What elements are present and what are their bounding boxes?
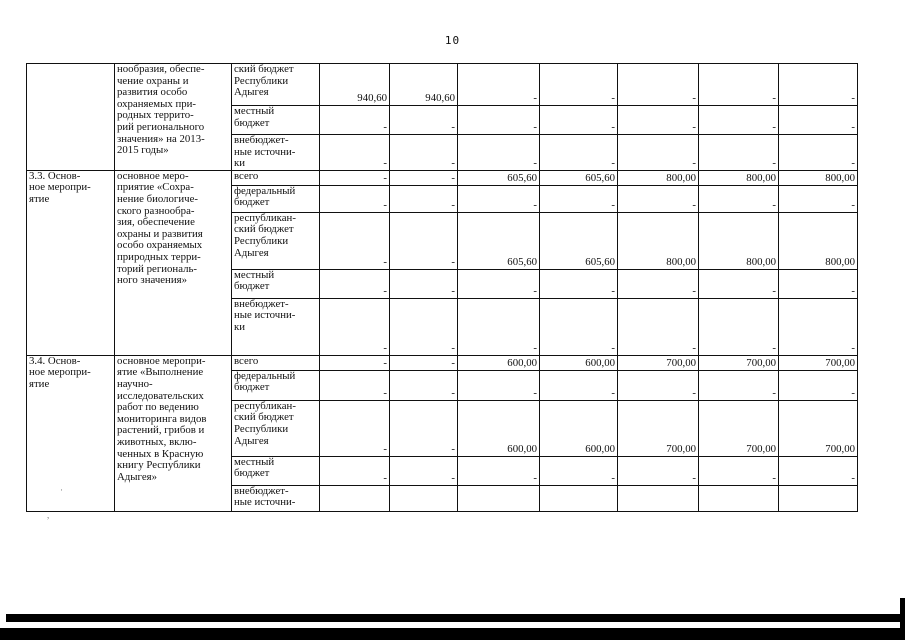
amount-cell: -	[390, 298, 458, 355]
item-number-cell: 3.4. Основ- ное меропри- ятие	[27, 355, 115, 511]
amount-cell: 800,00	[699, 212, 779, 269]
amount-cell: -	[618, 135, 699, 171]
amount-cell: -	[390, 370, 458, 400]
amount-cell: -	[390, 106, 458, 135]
amount-cell: -	[618, 456, 699, 485]
funding-source-cell: федеральный бюджет	[232, 370, 320, 400]
amount-cell: -	[699, 298, 779, 355]
amount-cell: 700,00	[618, 400, 699, 456]
amount-cell: -	[320, 212, 390, 269]
funding-source-cell: местный бюджет	[232, 106, 320, 135]
measure-name-cell: основное меропри- ятие «Выполнение научно- исследовательских работ по ведению мониторинга видов растений, грибов и животных, вклю- ченных в Красную книгу Республики Адыгея»	[115, 355, 232, 511]
amount-cell: 800,00	[699, 170, 779, 185]
scan-edge	[0, 628, 905, 640]
table-row	[27, 355, 858, 370]
amount-cell: -	[779, 298, 858, 355]
amount-cell: -	[320, 269, 390, 298]
amount-cell: 700,00	[618, 355, 699, 370]
amount-cell: 605,60	[540, 212, 618, 269]
funding-source-cell: внебюджет- ные источни- ки	[232, 135, 320, 171]
funding-source-cell: республикан- ский бюджет Республики Адыгея	[232, 400, 320, 456]
amount-cell: 800,00	[779, 212, 858, 269]
amount-cell: 940,60	[390, 64, 458, 106]
amount-cell: 800,00	[779, 170, 858, 185]
amount-cell: -	[320, 298, 390, 355]
measure-name-cell: нообразия, обеспе- чение охраны и развития особо охраняемых при- родных террито- рий регионального значения» на 2013- 2015 годы»	[115, 64, 232, 171]
amount-cell: -	[540, 185, 618, 212]
amount-cell	[540, 485, 618, 511]
amount-cell: -	[390, 185, 458, 212]
amount-cell: -	[540, 456, 618, 485]
amount-cell: 800,00	[618, 170, 699, 185]
table-row	[27, 170, 858, 185]
funding-source-cell: всего	[232, 170, 320, 185]
item-number-cell	[27, 64, 115, 171]
amount-cell: -	[320, 106, 390, 135]
amount-cell: -	[699, 135, 779, 171]
amount-cell: 800,00	[618, 212, 699, 269]
amount-cell: 700,00	[699, 400, 779, 456]
item-number-cell: 3.3. Основ- ное меропри- ятие	[27, 170, 115, 355]
amount-cell: -	[618, 106, 699, 135]
amount-cell: -	[458, 456, 540, 485]
amount-cell: 600,00	[458, 355, 540, 370]
funding-source-cell: внебюджет- ные источни- ки	[232, 298, 320, 355]
amount-cell: 605,60	[458, 170, 540, 185]
amount-cell: -	[540, 298, 618, 355]
amount-cell: -	[540, 370, 618, 400]
amount-cell: -	[390, 269, 458, 298]
funding-source-cell: местный бюджет	[232, 456, 320, 485]
amount-cell	[458, 485, 540, 511]
measure-name-cell: основное меро- приятие «Сохра- нение биологиче- ского разнообра- зия, обеспечение охраны и развития особо охраняемых природных терри- торий региональ- ного значения»	[115, 170, 232, 355]
budget-table	[26, 63, 858, 512]
amount-cell: -	[618, 64, 699, 106]
funding-source-cell: внебюджет- ные источни-	[232, 485, 320, 511]
amount-cell: -	[779, 64, 858, 106]
amount-cell: -	[618, 185, 699, 212]
amount-cell: -	[699, 269, 779, 298]
amount-cell: -	[540, 106, 618, 135]
amount-cell	[699, 485, 779, 511]
table-row	[27, 64, 858, 106]
amount-cell: -	[699, 456, 779, 485]
funding-source-cell: ский бюджет Республики Адыгея	[232, 64, 320, 106]
amount-cell: -	[540, 269, 618, 298]
amount-cell: -	[458, 370, 540, 400]
amount-cell: -	[390, 170, 458, 185]
funding-source-cell: республикан- ский бюджет Республики Адыгея	[232, 212, 320, 269]
funding-source-cell: всего	[232, 355, 320, 370]
amount-cell: -	[390, 212, 458, 269]
page-number: 10	[444, 34, 461, 47]
amount-cell: -	[779, 135, 858, 171]
amount-cell: -	[618, 370, 699, 400]
amount-cell: -	[779, 370, 858, 400]
funding-source-cell: местный бюджет	[232, 269, 320, 298]
amount-cell: -	[540, 64, 618, 106]
amount-cell: -	[699, 185, 779, 212]
amount-cell: -	[458, 106, 540, 135]
amount-cell: -	[458, 298, 540, 355]
amount-cell: -	[458, 185, 540, 212]
amount-cell: -	[458, 64, 540, 106]
amount-cell: -	[458, 269, 540, 298]
amount-cell: 700,00	[699, 355, 779, 370]
scan-speck: ,	[47, 510, 50, 520]
amount-cell: -	[779, 185, 858, 212]
amount-cell: -	[320, 370, 390, 400]
amount-cell: 605,60	[458, 212, 540, 269]
scan-speck: ·	[60, 485, 63, 495]
amount-cell: -	[699, 106, 779, 135]
scan-edge	[6, 614, 905, 622]
amount-cell: -	[699, 370, 779, 400]
amount-cell: -	[779, 456, 858, 485]
amount-cell	[390, 485, 458, 511]
amount-cell: -	[320, 170, 390, 185]
amount-cell: -	[390, 456, 458, 485]
amount-cell: -	[390, 135, 458, 171]
amount-cell: -	[779, 106, 858, 135]
amount-cell: 940,60	[320, 64, 390, 106]
amount-cell: 700,00	[779, 355, 858, 370]
amount-cell: -	[390, 355, 458, 370]
amount-cell	[320, 485, 390, 511]
amount-cell: -	[320, 355, 390, 370]
funding-source-cell: федеральный бюджет	[232, 185, 320, 212]
amount-cell: -	[699, 64, 779, 106]
amount-cell: 600,00	[540, 355, 618, 370]
amount-cell: -	[390, 400, 458, 456]
amount-cell: -	[320, 185, 390, 212]
amount-cell	[618, 485, 699, 511]
amount-cell: -	[320, 400, 390, 456]
amount-cell: -	[458, 135, 540, 171]
amount-cell: -	[779, 269, 858, 298]
amount-cell: -	[320, 135, 390, 171]
amount-cell: 605,60	[540, 170, 618, 185]
amount-cell: -	[618, 269, 699, 298]
amount-cell	[779, 485, 858, 511]
amount-cell: 600,00	[458, 400, 540, 456]
amount-cell: -	[320, 456, 390, 485]
amount-cell: -	[540, 135, 618, 171]
amount-cell: 700,00	[779, 400, 858, 456]
amount-cell: 600,00	[540, 400, 618, 456]
amount-cell: -	[618, 298, 699, 355]
